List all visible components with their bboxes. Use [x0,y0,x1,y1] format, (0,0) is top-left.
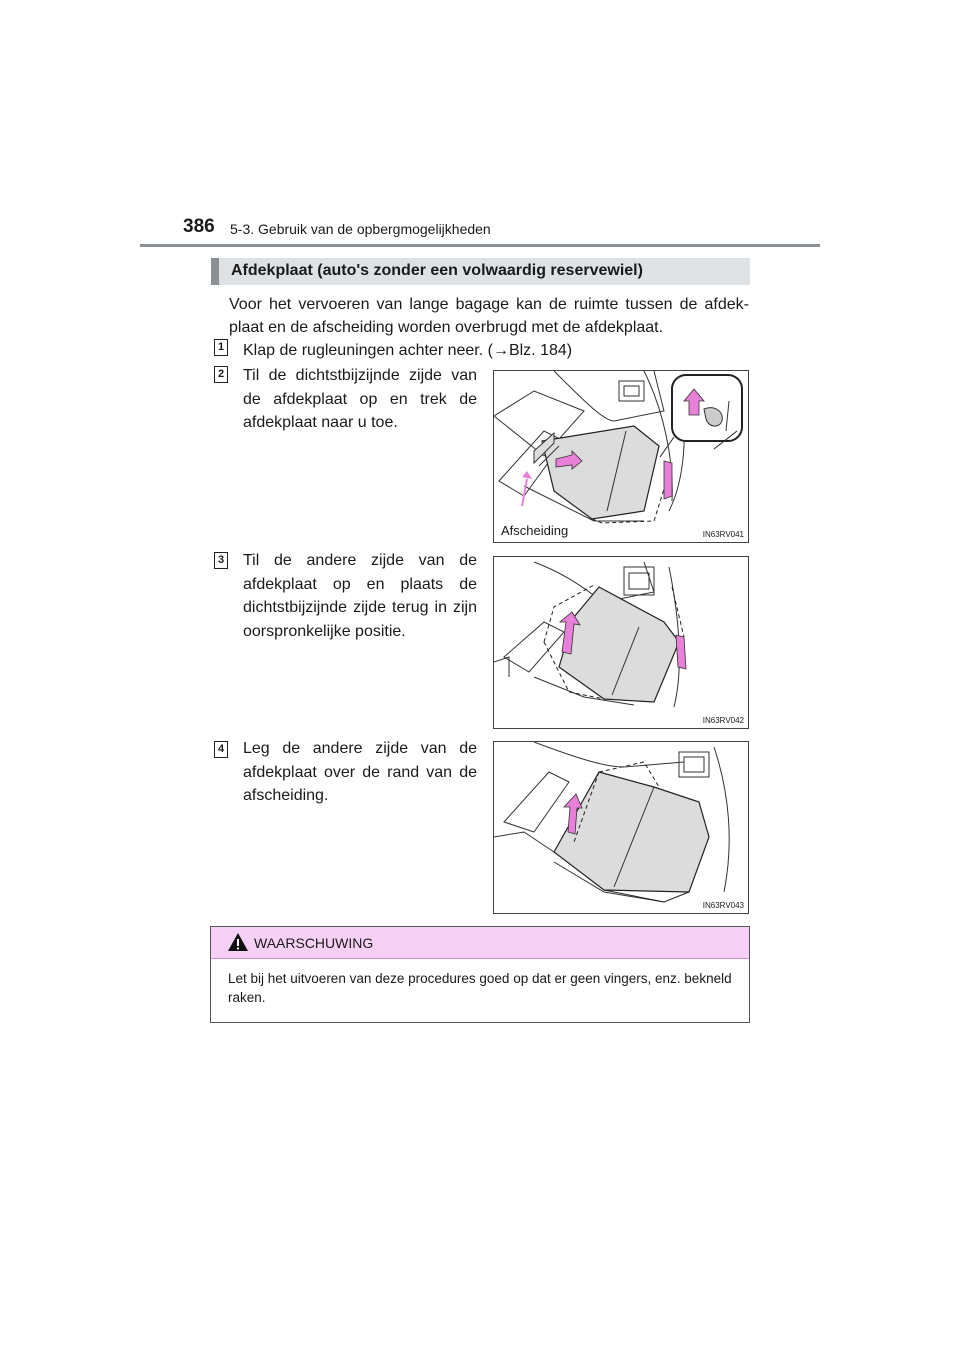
page-number: 386 [183,216,215,237]
pink-arrow-icon [664,461,672,499]
step-text: Klap de rugleuningen achter neer. (→Blz. 184) [243,342,573,359]
pink-arrow-icon [676,635,686,669]
step-number: 2 [214,366,228,383]
figure-callout-label: Afscheiding [501,523,569,538]
step-text: Til de andere zijde van de afdekplaat op en plaats de dichtstbijzijnde zijde terug in zijn oorspronkelijke positie. [243,552,477,640]
figure-step-2 [493,370,749,543]
zoom-detail-inset [660,375,742,457]
step-number: 3 [214,552,228,569]
figure-code: IN63RV043 [702,901,744,910]
cargo-illustration [494,557,749,729]
section-title: Afdekplaat (auto's zonder een volwaardig reservewiel) [231,262,643,279]
section-heading [211,258,750,285]
cargo-illustration [494,742,749,914]
figure-code: IN63RV042 [702,716,744,725]
warning-header [211,927,749,959]
warning-title: WAARSCHUWING [254,935,374,951]
step-text: Leg de andere zijde van de afdekplaat over de rand van de afscheiding. [243,740,477,804]
step-number: 1 [214,339,228,356]
cargo-illustration [494,371,749,543]
step-number: 4 [214,741,228,758]
figure-code: IN63RV041 [702,530,744,539]
warning-box [210,926,750,1023]
figure-step-3 [493,556,749,729]
step-text: Til de dichtstbijzijnde zijde van de afdekplaat op en trek de afdekplaat naar u toe. [243,367,477,431]
figure-step-4 [493,741,749,914]
intro-paragraph: Voor het vervoeren van lange bagage kan de ruimte tussen de afdek-plaat en de afscheiding worden overbrugd met de afdekplaat. [229,296,749,336]
header-rule [140,244,820,247]
warning-triangle-icon [227,932,249,952]
chapter-title: 5-3. Gebruik van de opbergmogelijkheden [230,221,491,237]
warning-text: Let bij het uitvoeren van deze procedures goed op dat er geen vingers, enz. bekneld raken. [228,971,732,1005]
